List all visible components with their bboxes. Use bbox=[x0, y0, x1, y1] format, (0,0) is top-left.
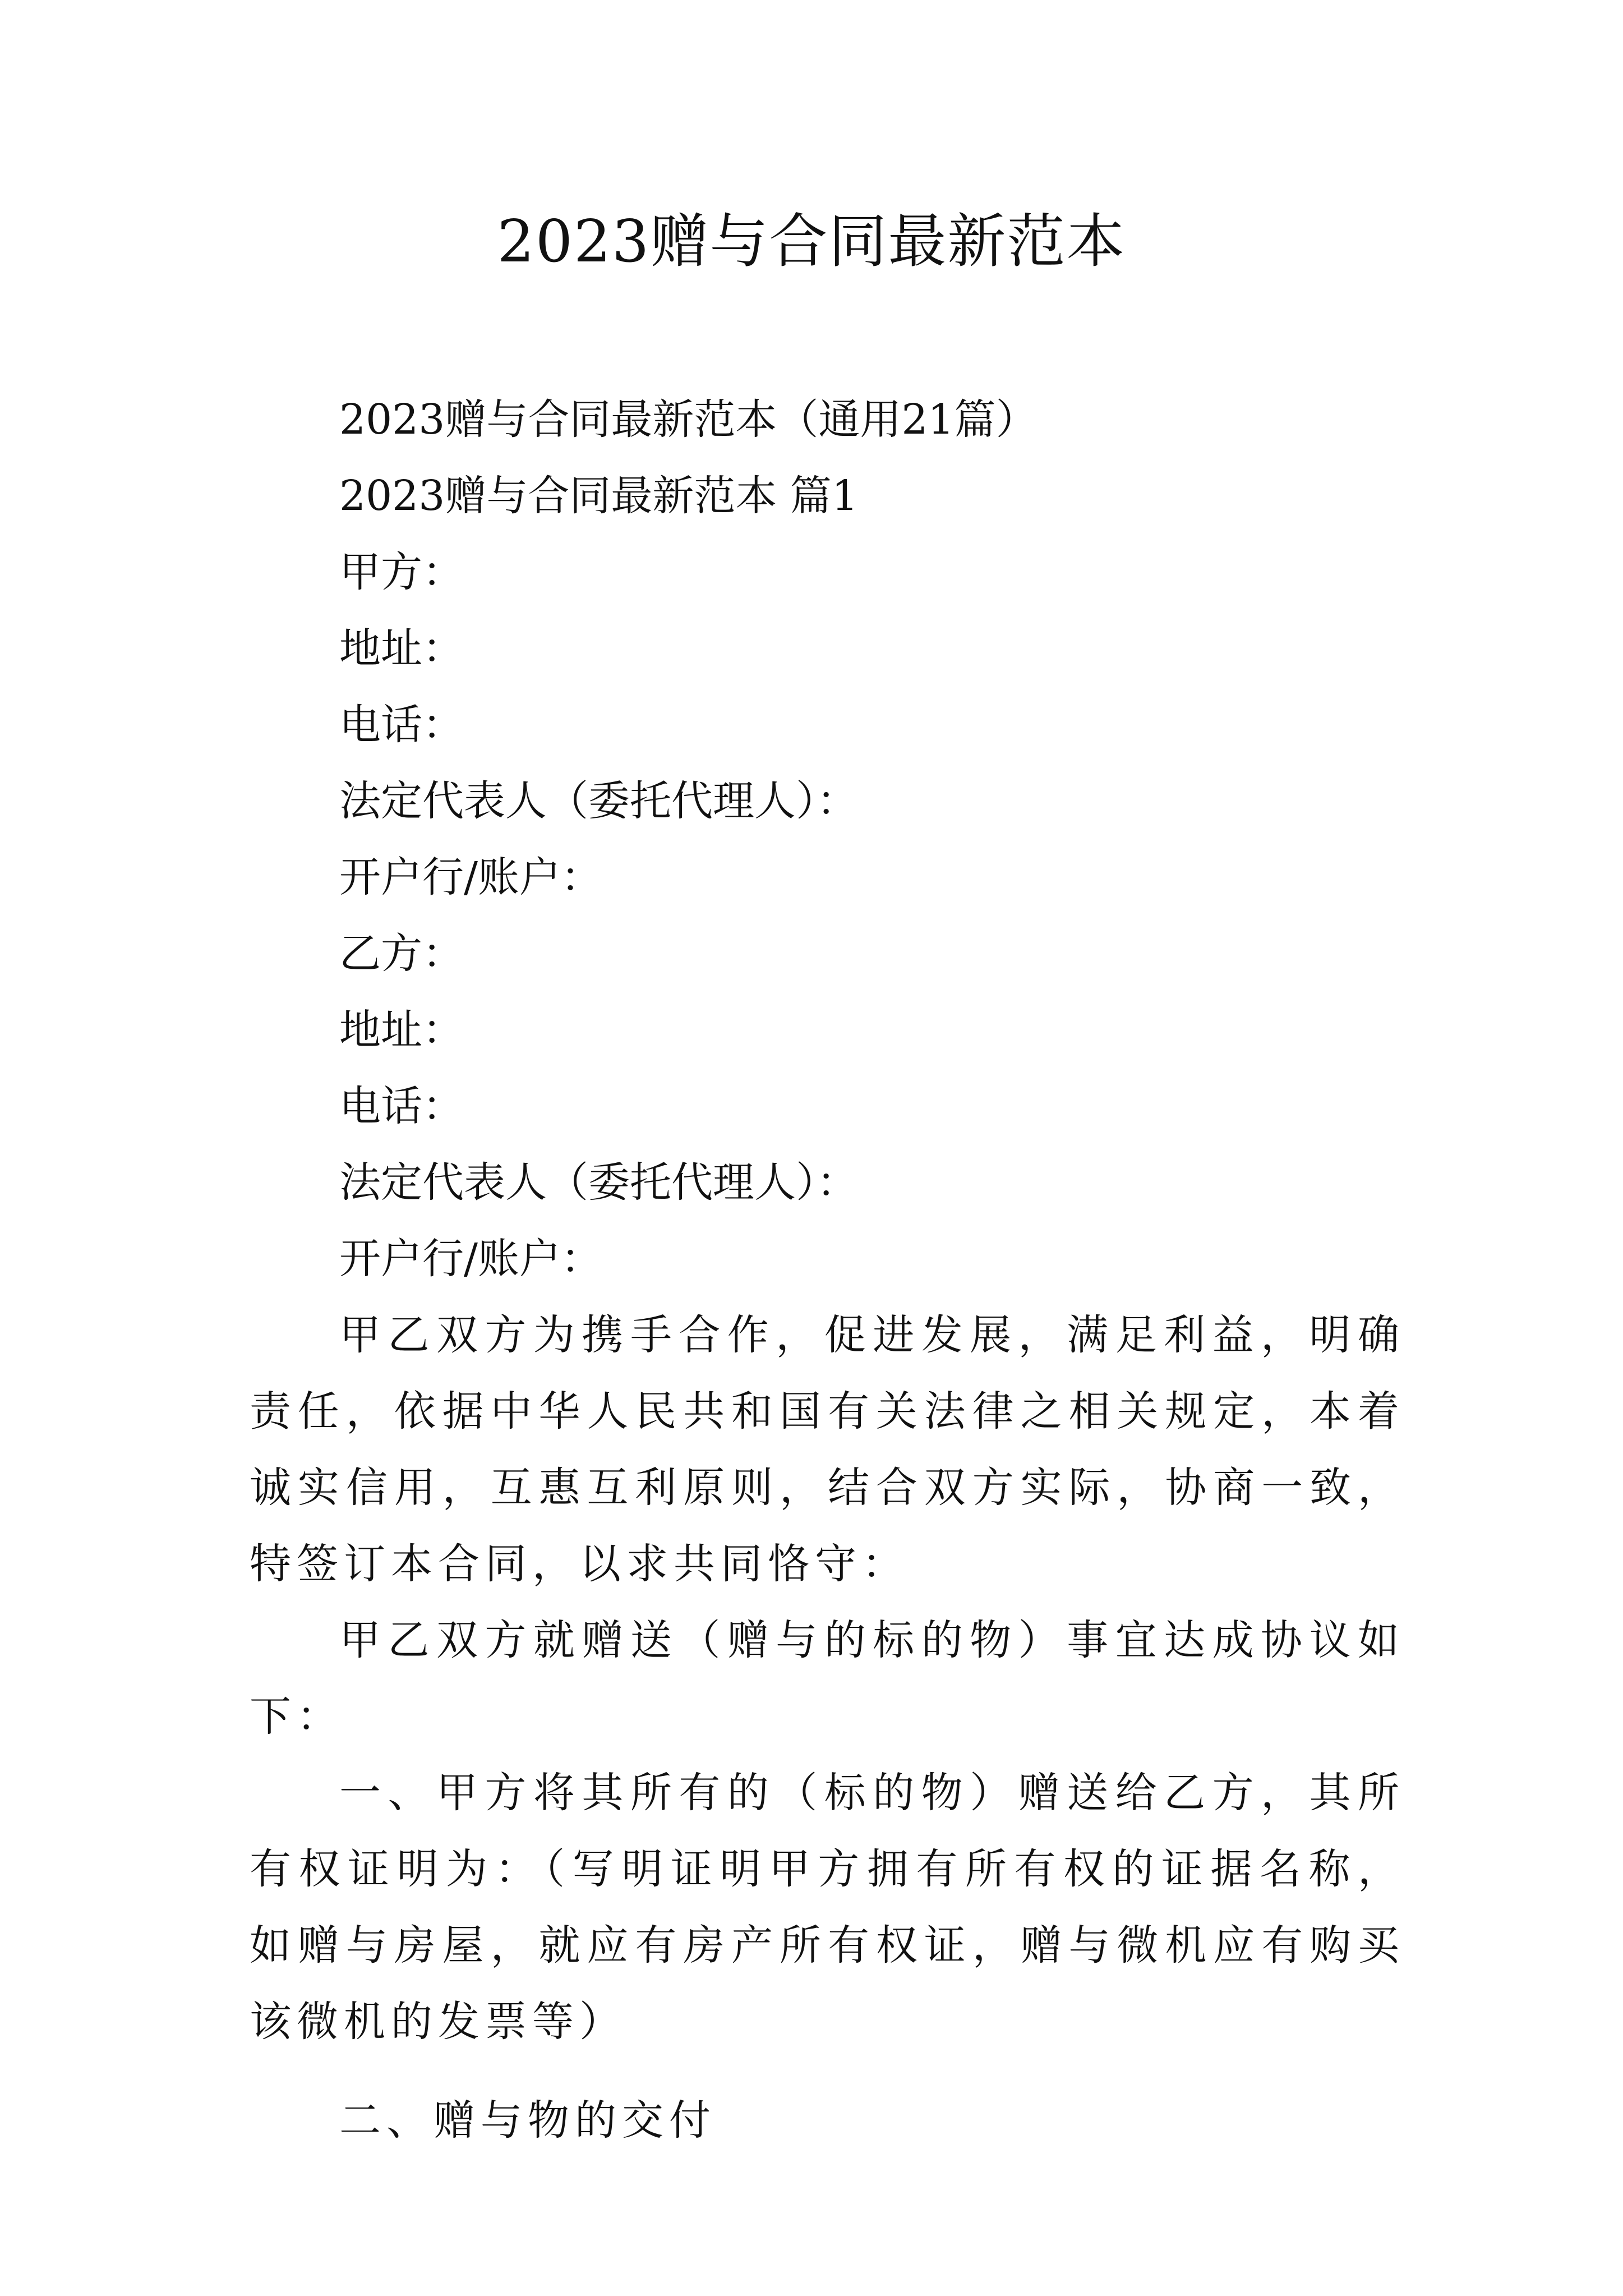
paragraph-clause-2: 二、赠与物的交付 bbox=[339, 2096, 716, 2145]
party-a-phone: 电话： bbox=[339, 701, 464, 749]
section-heading: 2023赠与合同最新范本 篇1 bbox=[339, 472, 858, 520]
party-b-address: 地址： bbox=[339, 1006, 464, 1054]
party-b-label: 乙方： bbox=[339, 930, 464, 978]
spacer bbox=[250, 2060, 1405, 2082]
party-a-address: 地址： bbox=[339, 624, 464, 673]
party-a-label: 甲方： bbox=[339, 548, 464, 596]
party-a-representative: 法定代表人（委托代理人）： bbox=[339, 777, 858, 825]
paragraph-agreement: 甲乙双方就赠送（赠与的标的物）事宜达成协议如下： bbox=[250, 1616, 1405, 1741]
document-subtitle: 2023赠与合同最新范本（通用21篇） bbox=[339, 395, 1038, 444]
party-a-bank-account: 开户行/账户： bbox=[339, 853, 602, 901]
party-b-phone: 电话： bbox=[339, 1082, 464, 1130]
party-b-representative: 法定代表人（委托代理人）： bbox=[339, 1158, 858, 1207]
document-body bbox=[250, 381, 1405, 2159]
party-b-bank-account: 开户行/账户： bbox=[339, 1235, 602, 1283]
paragraph-clause-1: 一、甲方将其所有的（标的物）赠送给乙方，其所有权证明为：（写明证明甲方拥有所有权的证据名称，如赠与房屋，就应有房产所有权证，赠与微机应有购买该微机的发票等） bbox=[250, 1769, 1405, 2046]
paragraph-intro: 甲乙双方为携手合作，促进发展，满足利益，明确责任，依据中华人民共和国有关法律之相关规定，本着诚实信用，互惠互利原则，结合双方实际，协商一致，特签订本合同，以求共同恪守： bbox=[250, 1311, 1405, 1588]
document-title: 2023赠与合同最新范本 bbox=[497, 207, 1126, 275]
